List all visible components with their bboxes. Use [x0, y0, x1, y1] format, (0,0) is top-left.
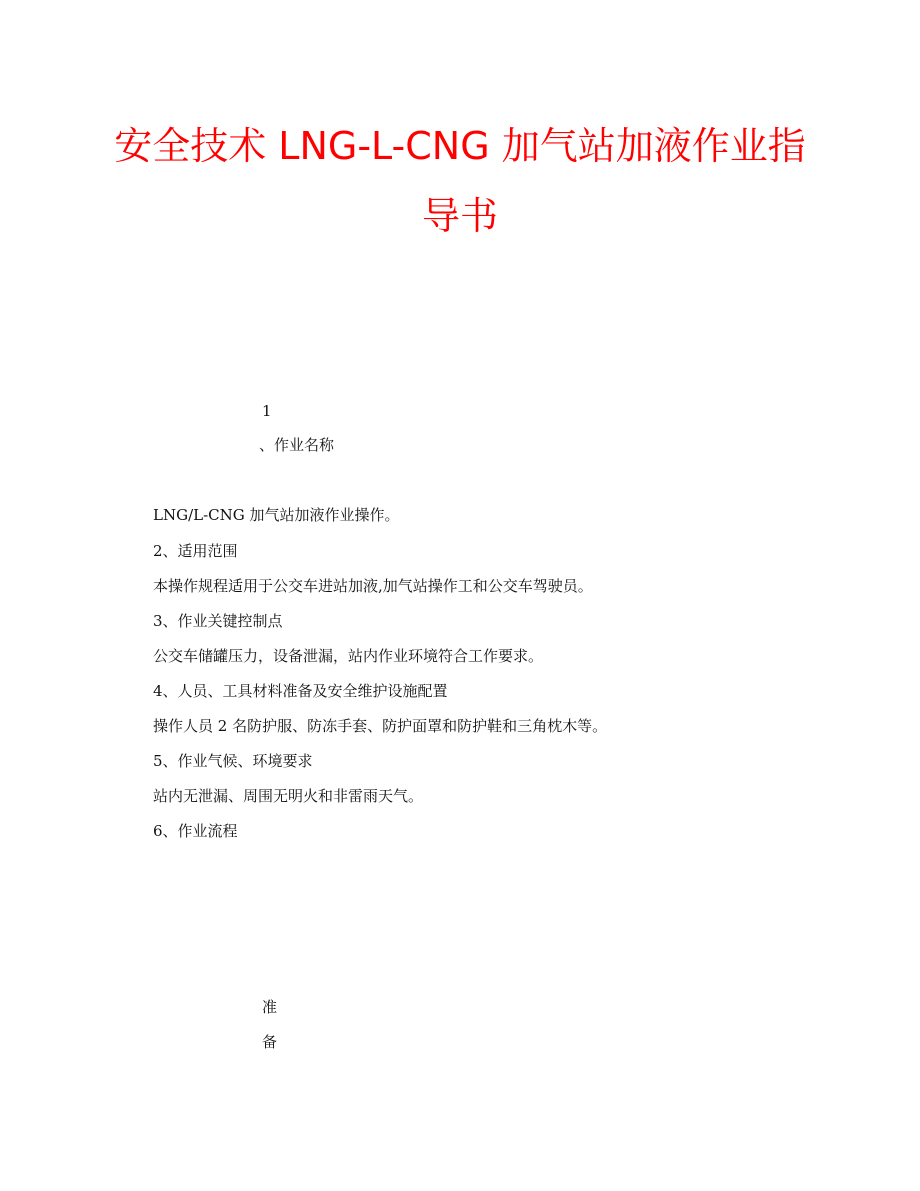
- section1-number: 1: [262, 402, 272, 420]
- flow-step-char-1: 准: [262, 998, 278, 1016]
- section1-heading: 、作业名称: [259, 436, 335, 454]
- document-title-line2: 导书: [421, 194, 498, 238]
- section4-heading: 4、人员、工具材料准备及安全维护设施配置: [153, 682, 448, 700]
- section3-heading: 3、作业关键控制点: [153, 612, 283, 630]
- paragraph-scope: 本操作规程适用于公交车进站加液,加气站操作工和公交车驾驶员。: [153, 577, 593, 595]
- document-title-line1: 安全技术 LNG-L-CNG 加气站加液作业指: [114, 124, 806, 168]
- paragraph-operation-name: LNG/L-CNG 加气站加液作业操作。: [153, 506, 400, 524]
- section6-heading: 6、作业流程: [153, 822, 238, 840]
- section5-heading: 5、作业气候、环境要求: [153, 752, 313, 770]
- paragraph-personnel: 操作人员 2 名防护服、防冻手套、防护面罩和防护鞋和三角枕木等。: [153, 717, 608, 735]
- paragraph-control-points: 公交车储罐压力，设备泄漏，站内作业环境符合工作要求。: [153, 647, 544, 665]
- paragraph-environment: 站内无泄漏、周围无明火和非雷雨天气。: [153, 787, 424, 805]
- section2-heading: 2、适用范围: [153, 542, 238, 560]
- flow-step-char-2: 备: [262, 1033, 278, 1051]
